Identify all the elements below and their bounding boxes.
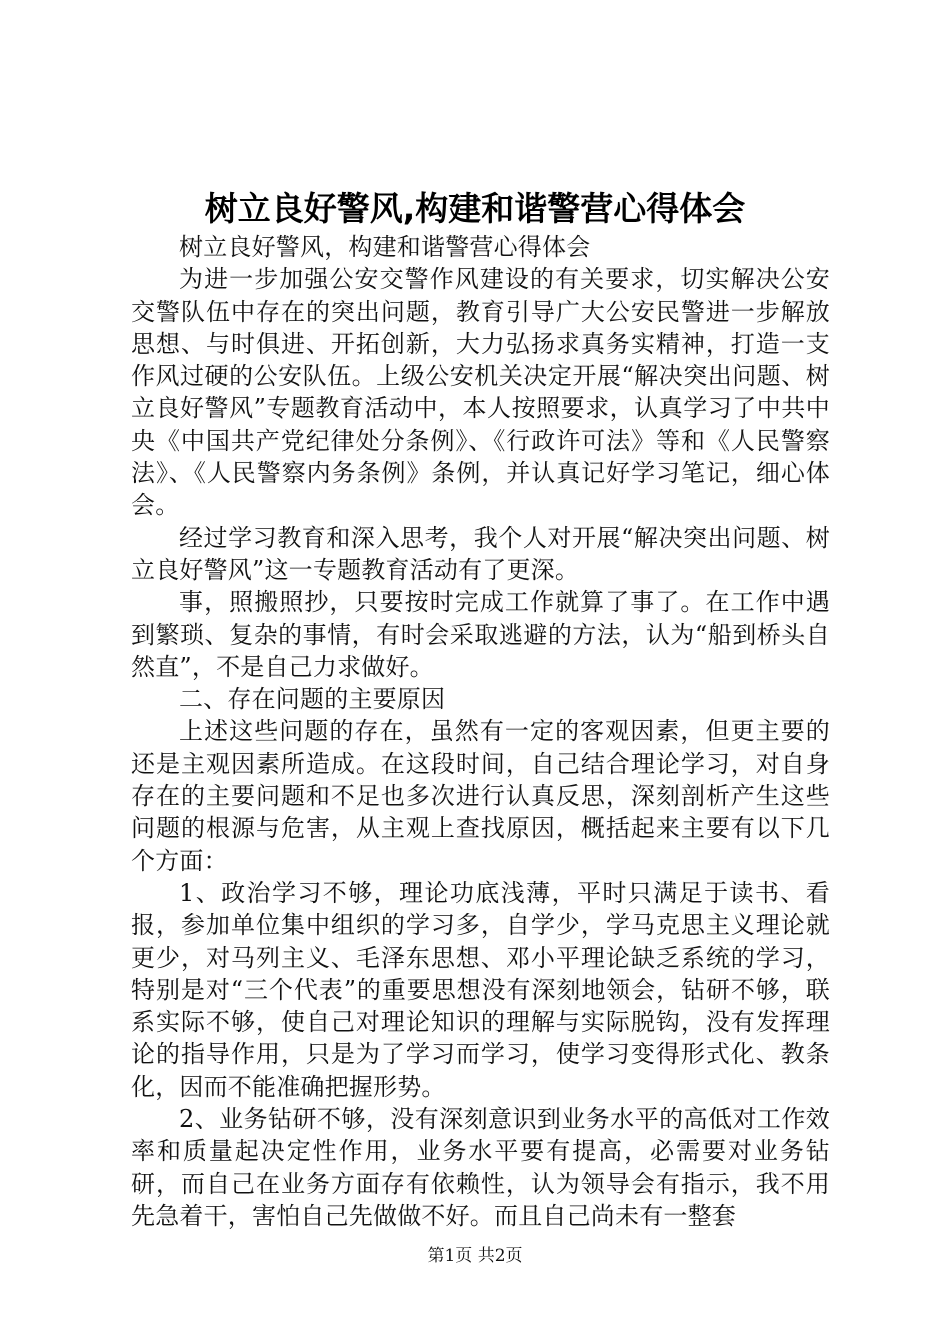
- paragraph-intro: 为进一步加强公安交警作风建设的有关要求，切实解决公安交警队伍中存在的突出问题，教育引导广大公安民警进一步解放思想、与时俱进、开拓创新，大力弘扬求真务实精神，打造一支作风过硬的公安队伍。上级公安机关决定开展“解决突出问题、树立良好警风”专题教育活动中，本人按照要求，认真学习了中共中央《中国共产党纪律处分条例》、《行政许可法》等和《人民警察法》、《人民警察内务条例》条例，并认真记好学习笔记，细心体会。: [131, 265, 830, 520]
- paragraph-cause-2: 2、业务钻研不够，没有深刻意识到业务水平的高低对工作效率和质量起决定性作用，业务水平要有提高，必需要对业务钻研，而自己在业务方面存有依赖性，认为领导会有指示，我不用先急着干，害怕自己先做做不好。而且自己尚未有一整套: [131, 1105, 830, 1230]
- paragraph-heading-repeat: 树立良好警风，构建和谐警营心得体会: [179, 233, 591, 261]
- section-heading-causes: 二、存在问题的主要原因: [179, 685, 446, 714]
- page-number-footer: 第1页 共2页: [427, 1246, 523, 1266]
- paragraph-cause-1: 1、政治学习不够，理论功底浅薄，平时只满足于读书、看报，参加单位集中组织的学习多，自学少，学马克思主义理论就更少，对马列主义、毛泽东思想、邓小平理论缺乏系统的学习，特别是对“三个代表”的重要思想没有深刻地领会，钻研不够，联系实际不够，使自己对理论知识的理解与实际脱钩，没有发挥理论的指导作用，只是为了学习而学习，使学习变得形式化、教条化，因而不能准确把握形势。: [131, 878, 830, 1101]
- document-body: [131, 231, 830, 1232]
- paragraph-reflection: 经过学习教育和深入思考，我个人对开展“解决突出问题、树立良好警风”这一专题教育活动有了更深。: [131, 523, 830, 584]
- paragraph-work-attitude: 事，照搬照抄，只要按时完成工作就算了事了。在工作中遇到繁琐、复杂的事情，有时会采取逃避的方法，认为“船到桥头自然直”，不是自己力求做好。: [131, 588, 830, 681]
- paragraph-causes-overview: 上述这些问题的存在，虽然有一定的客观因素，但更主要的还是主观因素所造成。在这段时间，自己结合理论学习，对自身存在的主要问题和不足也多次进行认真反思，深刻剖析产生这些问题的根源与危害，从主观上查找原因，概括起来主要有以下几个方面：: [131, 717, 830, 875]
- document-title: 树立良好警风,构建和谐警营心得体会: [204, 189, 746, 228]
